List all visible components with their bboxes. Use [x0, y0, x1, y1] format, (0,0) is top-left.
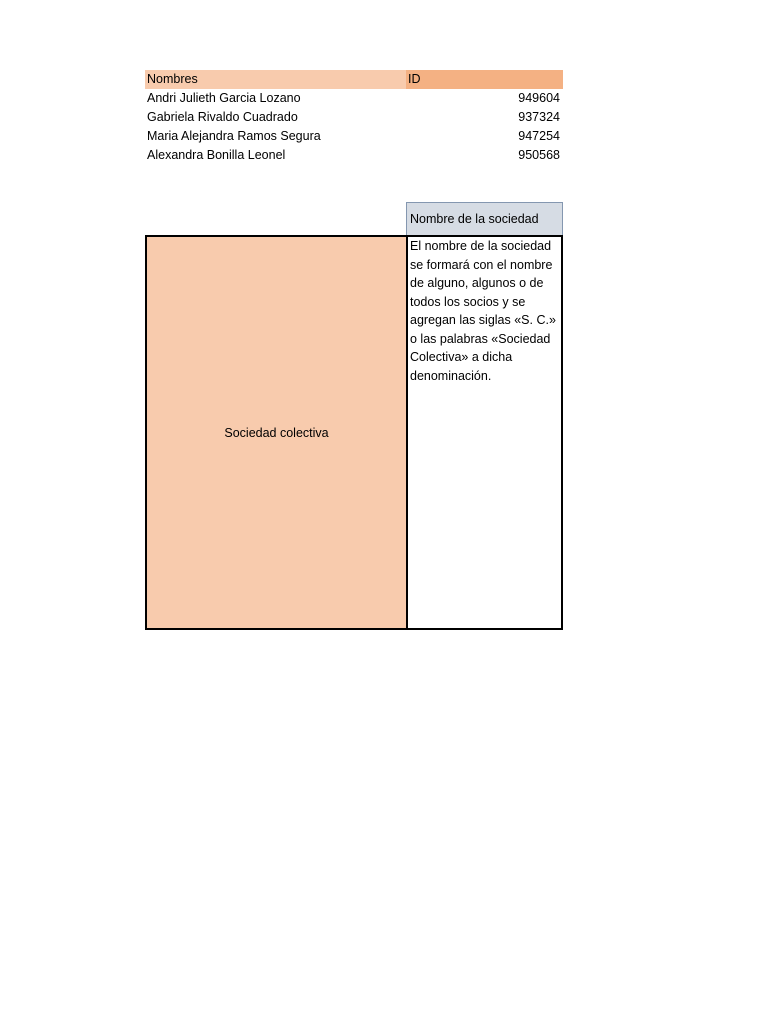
- table-row: [145, 108, 563, 127]
- id-cell[interactable]: 937324: [518, 110, 560, 124]
- society-description-cell[interactable]: [406, 235, 563, 630]
- id-cell[interactable]: 950568: [518, 148, 560, 162]
- name-cell[interactable]: Andri Julieth Garcia Lozano: [147, 91, 301, 105]
- society-type-cell[interactable]: [145, 235, 407, 630]
- column-header-nombres[interactable]: Nombres: [145, 70, 406, 89]
- id-cell[interactable]: 949604: [518, 91, 560, 105]
- column-header-id[interactable]: ID: [406, 70, 563, 89]
- table-row: [145, 89, 563, 108]
- table-row: [145, 146, 563, 165]
- society-description-text: El nombre de la sociedad se formará con el nombre de alguno, algunos o de todos los socios y se agregan las siglas «S. C.» o las palabras «Sociedad Colectiva» a dicha denominación.: [410, 239, 556, 383]
- table-row: [145, 127, 563, 146]
- names-table-header: [145, 70, 563, 89]
- names-table: [145, 70, 563, 165]
- name-cell[interactable]: Maria Alejandra Ramos Segura: [147, 129, 321, 143]
- name-cell[interactable]: Alexandra Bonilla Leonel: [147, 148, 286, 162]
- name-cell[interactable]: Gabriela Rivaldo Cuadrado: [147, 110, 298, 124]
- id-cell[interactable]: 947254: [518, 129, 560, 143]
- society-type-label: Sociedad colectiva: [224, 425, 329, 440]
- society-name-header[interactable]: Nombre de la sociedad: [406, 202, 563, 236]
